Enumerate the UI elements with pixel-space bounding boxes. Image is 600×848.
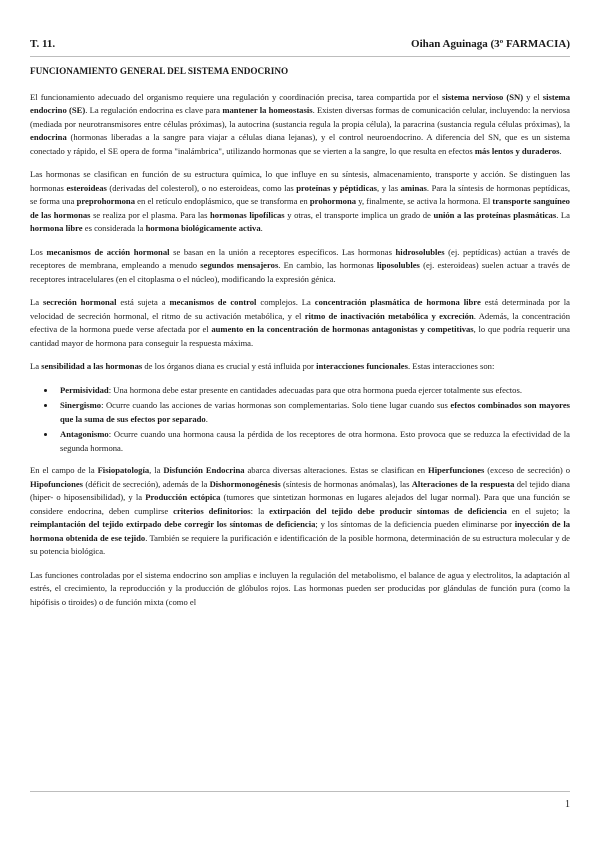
page-header	[30, 38, 570, 50]
list-item: • Antagonismo: Ocurre cuando una hormona causa la pérdida de los receptores de otra hormona. Esto provoca que se reduzca la efectividad de la segunda hormona.	[56, 428, 570, 455]
header-author: Oihan Aguinaga (3º FARMACIA)	[411, 38, 570, 50]
paragraph-mechanisms: Los mecanismos de acción hormonal se basan en la unión a receptores específicos. Las hormonas hidrosolubles (ej. peptídicas) actúan a través de receptores de membrana, empleando a menudo segundos mensajeros. En cambio, las hormonas liposolubles (ej. esteroideas) suelen actuar a través de receptores intracelulares (en el citoplasma o el núcleo), modificando la expresión génica.	[30, 246, 570, 284]
paragraph-sensitivity: La sensibilidad a las hormonas de los órganos diana es crucial y está influida por interacciones funcionales. Estas interacciones son:	[30, 361, 495, 371]
document-body	[30, 65, 570, 619]
paragraph-classification: Las hormonas se clasifican en función de su estructura química, lo que influye en su síntesis, almacenamiento, transporte y acción. Se distinguen las hormonas esteroideas (derivadas del colesterol), o no esteroideas, como las proteínas y péptidicas, y las aminas. Para la síntesis de hormonas peptídicas, se forma una preprohormona en el retículo endoplásmico, que se transforma en prohormona y, finalmente, se activa la hormona. El transporte sanguíneo de las hormonas se realiza por el plasma. Para las hormonas lipofílicas y otras, el transporte implica un grado de unión a las proteínas plasmáticas. La hormona libre es considerada la hormona biológicamente activa.	[30, 169, 571, 233]
paragraph-pathophysiology: En el campo de la Fisiopatología, la Disfunción Endocrina abarca diversas alteraciones. Estas se clasifican en Hiperfunciones (exceso de secreción) o Hipofunciones (déficit de secreción), además de la Dishormonogénesis (síntesis de hormonas anómalas), las Alteraciones de la respuesta del tejido diana (hiper- o hiposensibilidad), y la Producción ectópica (tumores que sintetizan hormonas en lugares alejados del lugar normal). Para que una función se considere endocrina, deben cumplirse criterios definitorios: la extirpación del tejido debe producir síntomas de deficiencia en el sujeto; la reimplantación del tejido extirpado debe corregir los síntomas de deficiencia; y los síntomas de la deficiencia pueden eliminarse por inyección de la hormona obtenida de ese tejido. También se requiere la purificación e identificación de la posible hormona, determinación de su estructura molecular y de su potencia biológica.	[30, 465, 571, 556]
page-number: 1	[565, 799, 570, 810]
header-topic: T. 11.	[30, 38, 56, 50]
paragraph-secretion: La secreción hormonal está sujeta a mecanismos de control complejos. La concentración plasmática de hormona libre está determinada por la velocidad de secreción hormonal, el ritmo de su activación metabólica, y el ritmo de inactivación metabólica y excreción. Además, la concentración efectiva de la hormona puede verse afectada por el aumento en la concentración de hormonas antagonistas y competitivas, lo que podría requerir una cantidad mayor de hormona para conseguir la respuesta máxima.	[30, 297, 571, 348]
list-item: • Sinergismo: Ocurre cuando las acciones de varias hormonas son complementarias. Solo tiene lugar cuando sus efectos combinados son mayores que la suma de sus efectos por separado.	[56, 399, 570, 426]
section-title: FUNCIONAMIENTO GENERAL DEL SISTEMA ENDOCRINO	[30, 66, 289, 76]
list-item: • Permisividad: Una hormona debe estar presente en cantidades adecuadas para que otra hormona pueda ejercer totalmente sus efectos.	[56, 384, 570, 398]
interactions-list	[30, 384, 570, 456]
footer-divider	[30, 791, 570, 792]
header-divider	[30, 56, 570, 57]
paragraph-functions: Las funciones controladas por el sistema endocrino son amplias e incluyen la regulación del metabolismo, el balance de agua y electrolitos, la adaptación al estrés, el crecimiento, la reproducción y la producción de glóbulos rojos. Las hormonas pueden ser producidas por glándulas de función pura (como la hipófisis o tiroides) o de función mixta (como el	[30, 569, 570, 607]
paragraph-intro: El funcionamiento adecuado del organismo requiere una regulación y coordinación precisa, tarea compartida por el sistema nervioso (SN) y el sistema endocrino (SE). La regulación endocrina es clave para mantener la homeostasis. Existen diversas formas de comunicación celular, incluyendo: la nerviosa (mediada por neurotransmisores entre células próximas), la autocrina (sustancia regula la propia célula), la paracrina (sustancia regula células próximas), la endocrina (hormonas liberadas a la sangre para viajar a células diana lejanas), y el control neuroendocrino. A diferencia del SN, que es un sistema conectado y rápido, el SE opera de forma "inalámbrica", utilizando hormonas que se vierten a la sangre, lo que resulta en efectos más lentos y duraderos.	[30, 91, 570, 156]
